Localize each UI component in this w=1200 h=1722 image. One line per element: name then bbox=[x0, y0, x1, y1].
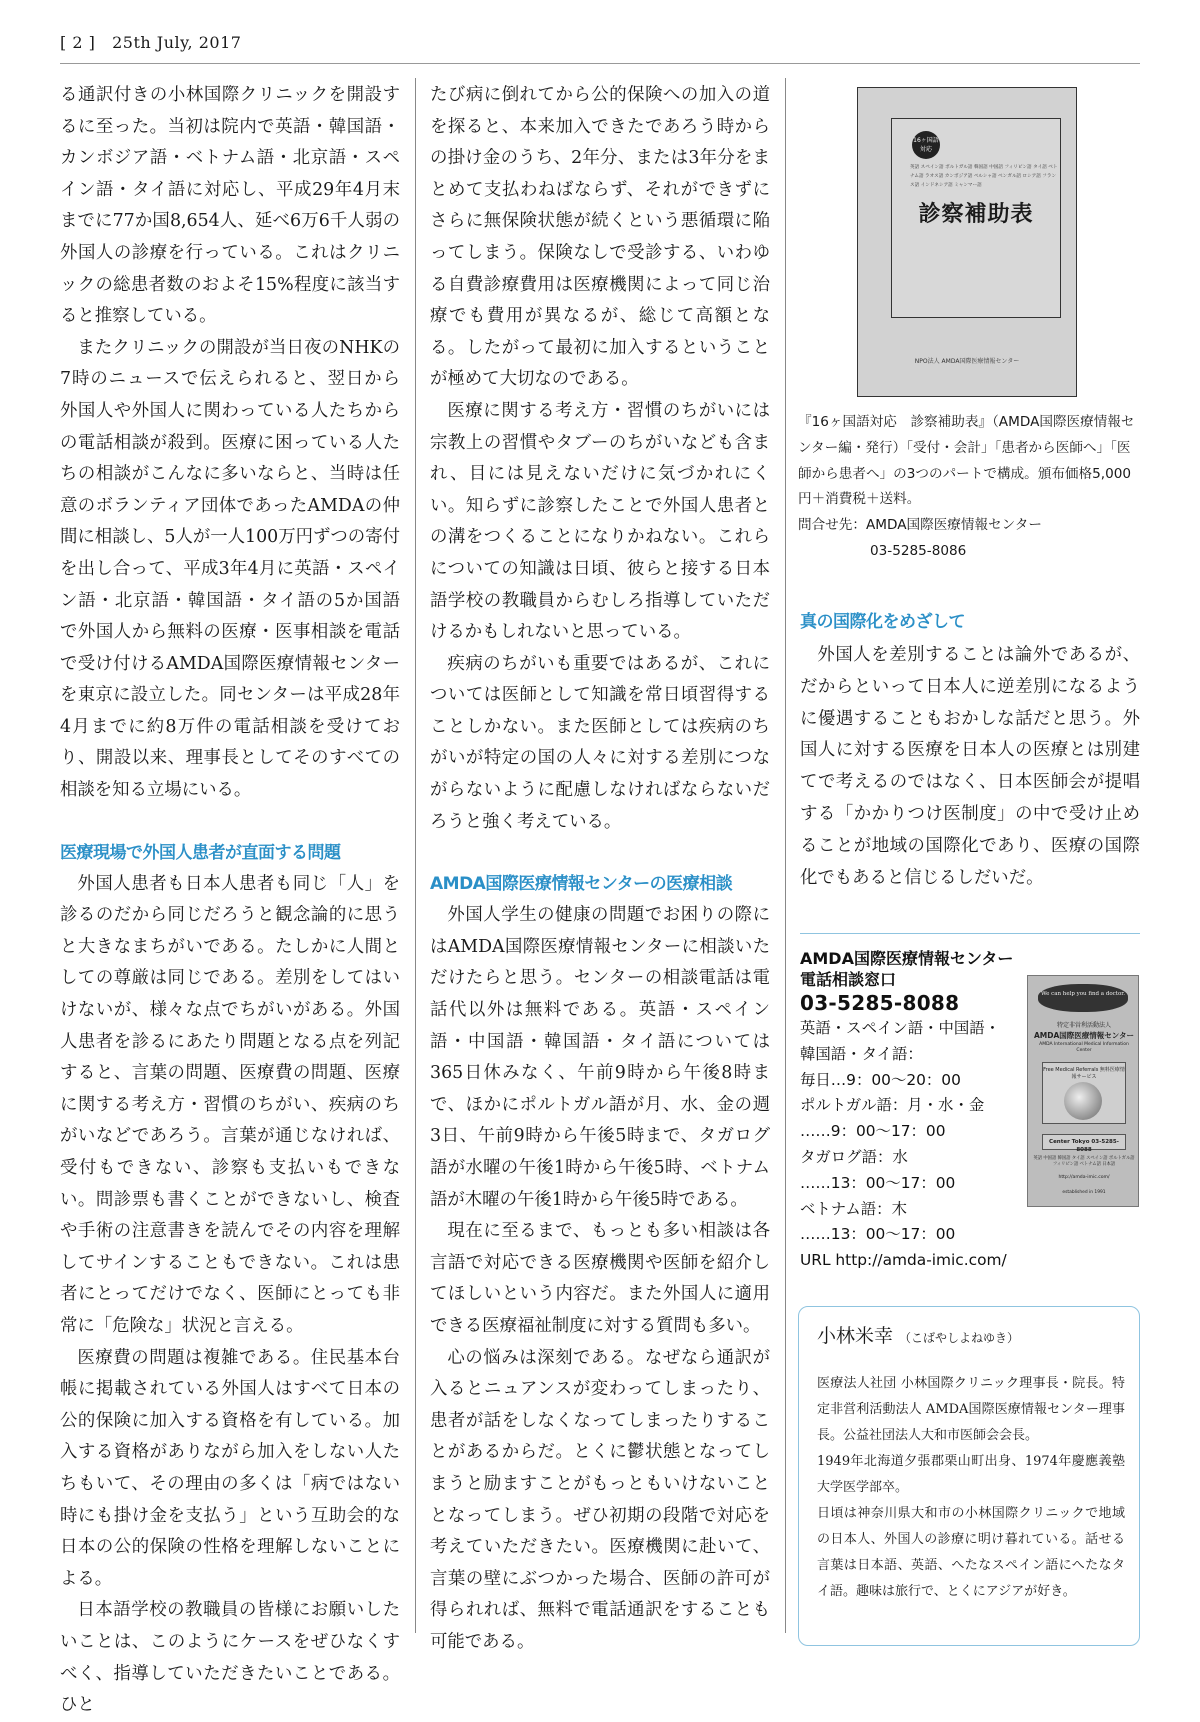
cover-badge: 16ヶ国語対応 bbox=[912, 131, 940, 159]
paragraph: 医療に関する考え方・習慣のちがいには宗教上の習慣やタブーのちがいなども含まれ、目には見えないだけに気づかれにくい。知らずに診察したことで外国人患者との溝をつくることになりかねない。これらについての知識は日頃、彼らと接する日本語学校の教職員からむしろ指導していただけるかもしれないと思っている。 bbox=[430, 400, 770, 643]
contact-line: ……13：00～17：00 bbox=[800, 1173, 956, 1192]
card-box bbox=[1042, 1134, 1126, 1153]
contact-line: 韓国語・タイ語： bbox=[800, 1044, 923, 1063]
section-heading: 真の国際化をめざして bbox=[800, 612, 965, 632]
contact-line: 英語・スペイン語・中国語・ bbox=[800, 1019, 1001, 1037]
paragraph: 疾病のちがいも重要ではあるが、これについては医師として知識を常日頃習得することしかない。また医師としては疾病のちがいが特定の国の人々に対する差別につながらないように配慮しなければならないだろうと強く考えている。 bbox=[430, 653, 770, 832]
contact-box bbox=[800, 948, 1040, 1274]
book-cover-image bbox=[857, 87, 1077, 397]
contact-line: ……9：00～17：00 bbox=[800, 1122, 946, 1141]
header-rule bbox=[60, 63, 1140, 64]
caption-phone: 03-5285-8086 bbox=[870, 542, 967, 559]
card-text: AMDA国際医療情報センター bbox=[1034, 1031, 1134, 1040]
paragraph: 外国人患者も日本人患者も同じ「人」を診るのだから同じだろうと観念論的に思うと大きなまちがいである。たしかに人間としての尊厳は同じである。差別をしてはいけないが、様々な点でちがいがある。外国人患者を診るにあたり問題となる点を列記すると、言葉の問題、医療費の問題、医療に関する考え方・習慣のちがい、疾病のちがいなどであろう。言葉が通じなければ、受付もできない、診察も支払いもできない。問診票も書くことができないし、検査や手術の注意書きを読んでその内容を理解してサインすることもできない。これは患者にとってだけでなく、医師にとっても非常に「危険な」状況と言える。 bbox=[60, 873, 400, 1336]
column-2 bbox=[430, 80, 770, 1659]
contact-phone: 03-5285-8088 bbox=[800, 991, 960, 1015]
bio-paragraph: 日頃は神奈川県大和市の小林国際クリニックで地域の日本人、外国人の診療に明け暮れている。話せる言葉は日本語、英語、へたなスペイン語にへたなタイ語。趣味は旅行で、とくにアジアが好き。 bbox=[817, 1506, 1125, 1599]
author-name-text: 小林米幸 bbox=[817, 1325, 894, 1347]
contact-line: 毎日…9：00～20：00 bbox=[800, 1070, 961, 1089]
cover-languages: 英語 スペイン語 ポルトガル語 韓国語 中国語 フィリピン語 タイ語 ベトナム語 ラオス語 カンボジア語 ペルシャ語 ベンガル語 ロシア語 フランス語 インドネシア語 ミャンマー語 bbox=[910, 165, 1058, 188]
card-bubble: We can help you find a doctor. bbox=[1038, 984, 1128, 1012]
paragraph: たび病に倒れてから公的保険への加入の道を探ると、本来加入できたであろう時からの掛け金のうち、2年分、または3年分をまとめて支払わねばならず、それができずにさらに無保険状態が続くという悪循環に陥ってしまう。保険なしで受診する、いわゆる自費診療費用は医療機関によって同じ治療でも費用が異なるが、総じて高額となる。したがって最初に加入するということが極めて大切なのである。 bbox=[430, 85, 770, 390]
author-name bbox=[817, 1321, 1019, 1348]
paragraph: 現在に至るまで、もっとも多い相談は各言語で対応できる医療機関や医師を紹介してほしいという内容だ。また外国人に適用できる医療福祉制度に対する質問も多い。 bbox=[430, 1221, 770, 1336]
cover-publisher: NPO法人 AMDA国際医療情報センター bbox=[914, 358, 1020, 365]
section-heading: AMDA国際医療情報センターの医療相談 bbox=[430, 874, 733, 895]
section-heading: 医療現場で外国人患者が直面する問題 bbox=[60, 842, 341, 863]
card-text: 英語 中国語 韓国語 タイ語 スペイン語 ポルトガル語 フィリピン語 ベトナム語 日本語 bbox=[1033, 1156, 1135, 1167]
cover-title: 診察補助表 bbox=[918, 202, 1034, 227]
card-text: established in 1991 bbox=[1062, 1190, 1106, 1195]
bio-paragraph: 1949年北海道夕張郡栗山町出身、1974年慶應義塾大学医学部卒。 bbox=[817, 1454, 1125, 1495]
contact-line: ……13：00～17：00 bbox=[800, 1225, 956, 1244]
paragraph: 医療費の問題は複雑である。住民基本台帳に掲載されている外国人はすべて日本の公的保険に加入する資格を有している。加入する資格がありながら加入をしない人たちもいて、その理由の多くは「病ではない時にも掛け金を支払う」という互助会的な日本の公的保険の性格を理解しないことによる。 bbox=[60, 1347, 400, 1589]
contact-line: ベトナム語：木 bbox=[800, 1199, 907, 1218]
page-header bbox=[60, 33, 241, 52]
column-divider-2 bbox=[785, 78, 786, 1633]
contact-url: URL http://amda-imic.com/ bbox=[800, 1251, 1007, 1270]
contact-subtitle: 電話相談窓口 bbox=[800, 970, 897, 989]
caption-text: 『16ヶ国語対応 診察補助表』（AMDA国際医療情報センター編・発行）「受付・会計」「患者から医師へ」「医師から患者へ」の3つのパートで構成。頒布価格5,000円＋消費税＋送料。 bbox=[798, 414, 1135, 508]
author-profile-box bbox=[798, 1306, 1140, 1646]
section-rule bbox=[800, 933, 1140, 934]
paragraph: 心の悩みは深刻である。なぜなら通訳が入るとニュアンスが変わってしまったり、患者が話をしなくなってしまったりすることがあるからだ。とくに鬱状態となってしまうと励ますことがもっともいけないこととなってしまう。ぜひ初期の段階で対応を考えていただきたい。医療機関に赴いて、言葉の壁にぶつかった場合、医師の許可が得られれば、無料で電話通訳をすることも可能である。 bbox=[430, 1347, 770, 1652]
bio-paragraph: 医療法人社団 小林国際クリニック理事長・院長。特定非営利活動法人 AMDA国際医療情報センター理事長。公益社団法人大和市医師会会長。 bbox=[817, 1376, 1125, 1443]
contact-line: タガログ語：水 bbox=[800, 1147, 908, 1166]
cover-frame bbox=[891, 118, 1061, 318]
author-name-reading: （こばやしよねゆき） bbox=[899, 1331, 1020, 1345]
paragraph: 外国人学生の健康の問題でお困りの際にはAMDA国際医療情報センターに相談いただけたらと思う。センターの相談電話は電話代以外は無料である。英語・スペイン語・中国語・韓国語・タイ語については365日休みなく、午前9時から午後8時まで、ほかにポルトガル語が月、水、金の週3日、午前9時から午後5時まで、タガログ語が水曜の午後1時から午後5時、ベトナム語が木曜の午後1時から午後5時である。 bbox=[430, 905, 770, 1210]
card-text: AMDA International Medical Information Center bbox=[1039, 1042, 1129, 1053]
caption-contact: 問合せ先：AMDA国際医療情報センター bbox=[798, 517, 1042, 534]
page-number: [ 2 ] bbox=[60, 33, 96, 52]
author-bio bbox=[817, 1371, 1125, 1605]
paragraph: る通訳付きの小林国際クリニックを開設するに至った。当初は院内で英語・韓国語・カンボジア語・ベトナム語・北京語・スペイン語・タイ語に対応し、平成29年4月末までに77か国8,654人、延べ6万6千人弱の外国人の診療を行っている。これはクリニックの総患者数のおよそ15%程度に該当すると推察している。 bbox=[60, 85, 400, 327]
paragraph: またクリニックの開設が当日夜のNHKの7時のニュースで伝えられると、翌日から外国人や外国人に関わっている人たちからの電話相談が殺到。医療に困っている人たちの相談がこんなに多いならと、当時は任意のボランティア団体であったAMDAの仲間に相談し、5人が一人100万円ずつの寄付を出し合って、平成3年4月に英語・スペイン語・北京語・韓国語・タイ語の5か国語で外国人から無料の医療・医事相談を電話で受け付けるAMDA国際医療情報センターを東京に設立した。同センターは平成28年4月までに約8万件の電話相談を受けており、開設以来、理事長としてそのすべての相談を知る立場にいる。 bbox=[60, 337, 400, 801]
contact-line: ポルトガル語：月・水・金 bbox=[800, 1096, 985, 1115]
card-text: 特定非営利活動法人 bbox=[1056, 1022, 1111, 1029]
globe-icon bbox=[1064, 1082, 1102, 1120]
paragraph: 日本語学校の教職員の皆様にお願いしたいことは、このようにケースをぜひなくすべく、指導していただきたいことである。ひと bbox=[60, 1600, 400, 1716]
paragraph: 外国人を差別することは論外であるが、だからといって日本人に逆差別になるように優遇することもおかしな話だと思う。外国人に対する医療を日本人の医療とは別建てで考えるのではなく、日本医師会が提唱する「かかりつけ医制度」の中で受け止めることが地域の国際化であり、医療の国際化でもあると信じるしだいだ。 bbox=[800, 645, 1140, 888]
image-caption bbox=[798, 410, 1143, 565]
card-box-text: Center Tokyo 03-5285-8088 bbox=[1049, 1139, 1119, 1153]
column-3-body bbox=[800, 640, 1140, 894]
column-divider-1 bbox=[415, 78, 416, 1633]
card-text: http://amda-imic.com/ bbox=[1058, 1175, 1110, 1180]
contact-title: AMDA国際医療情報センター bbox=[800, 949, 1014, 968]
column-1 bbox=[60, 80, 400, 1722]
issue-date: 25th July, 2017 bbox=[112, 33, 242, 52]
business-card-image bbox=[1027, 975, 1139, 1207]
card-box-text: Free Medical Referrals 無料医療情報サービス bbox=[1043, 1067, 1125, 1080]
